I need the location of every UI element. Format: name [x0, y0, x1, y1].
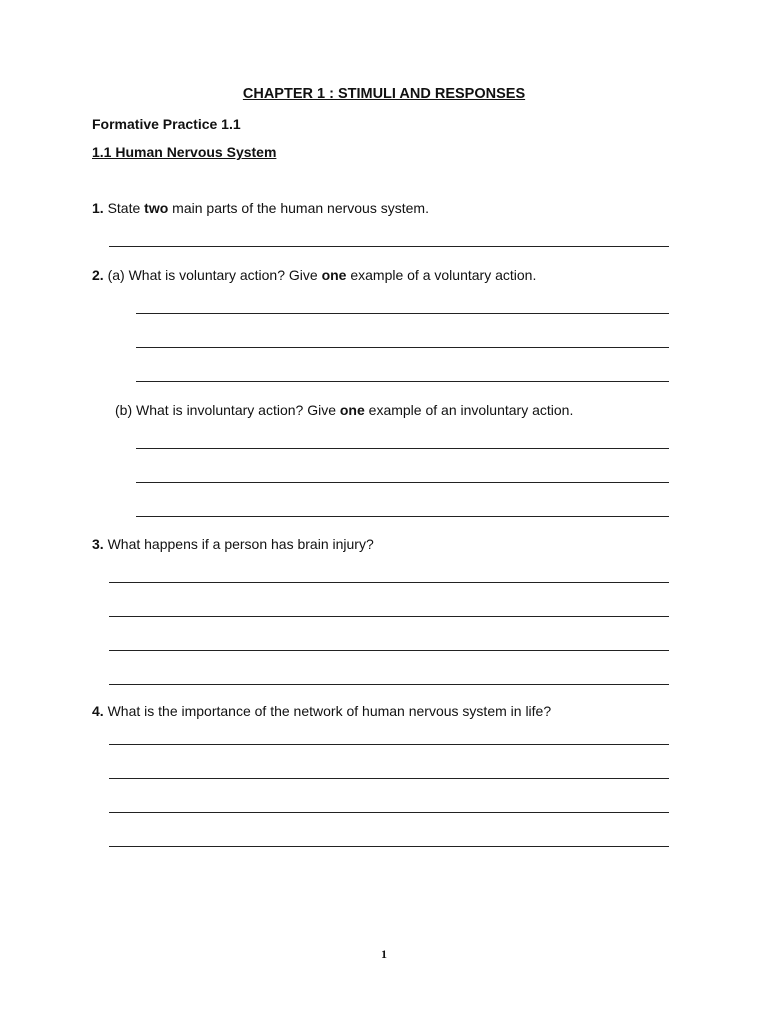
question-text: What is the importance of the network of human nervous system in life?: [107, 703, 552, 719]
answer-line[interactable]: [136, 516, 669, 517]
question-4: [92, 702, 551, 720]
chapter-title: CHAPTER 1 : STIMULI AND RESPONSES: [242, 86, 526, 102]
question-text: (a) What is voluntary action? Give: [107, 267, 322, 283]
question-text: example of a voluntary action.: [346, 267, 537, 283]
answer-line[interactable]: [109, 246, 669, 247]
answer-line[interactable]: [109, 744, 669, 745]
question-text: State: [107, 200, 145, 216]
answer-line[interactable]: [136, 482, 669, 483]
question-2a: [92, 266, 536, 284]
answer-line[interactable]: [109, 616, 669, 617]
answer-line[interactable]: [136, 381, 669, 382]
answer-line[interactable]: [109, 778, 669, 779]
question-3: [92, 535, 374, 553]
practice-label: Formative Practice 1.1: [92, 116, 241, 132]
answer-line[interactable]: [136, 313, 669, 314]
question-number: 4.: [92, 703, 104, 719]
answer-line[interactable]: [136, 347, 669, 348]
answer-line[interactable]: [136, 448, 669, 449]
question-emphasis: one: [321, 267, 347, 283]
answer-line[interactable]: [109, 846, 669, 847]
page-number: 1: [381, 947, 387, 961]
question-number: 2.: [92, 267, 104, 283]
question-text: example of an involuntary action.: [364, 402, 574, 418]
question-number: 1.: [92, 200, 104, 216]
question-text: (b) What is involuntary action? Give: [115, 402, 340, 418]
answer-line[interactable]: [109, 812, 669, 813]
question-number: 3.: [92, 536, 104, 552]
question-emphasis: one: [339, 402, 365, 418]
question-2b: [115, 401, 573, 419]
answer-line[interactable]: [109, 684, 669, 685]
question-text: What happens if a person has brain injury?: [107, 536, 374, 552]
question-text: main parts of the human nervous system.: [168, 200, 429, 216]
section-title: 1.1 Human Nervous System: [92, 144, 277, 160]
answer-line[interactable]: [109, 650, 669, 651]
answer-line[interactable]: [109, 582, 669, 583]
question-1: [92, 199, 429, 217]
question-emphasis: two: [144, 200, 169, 216]
